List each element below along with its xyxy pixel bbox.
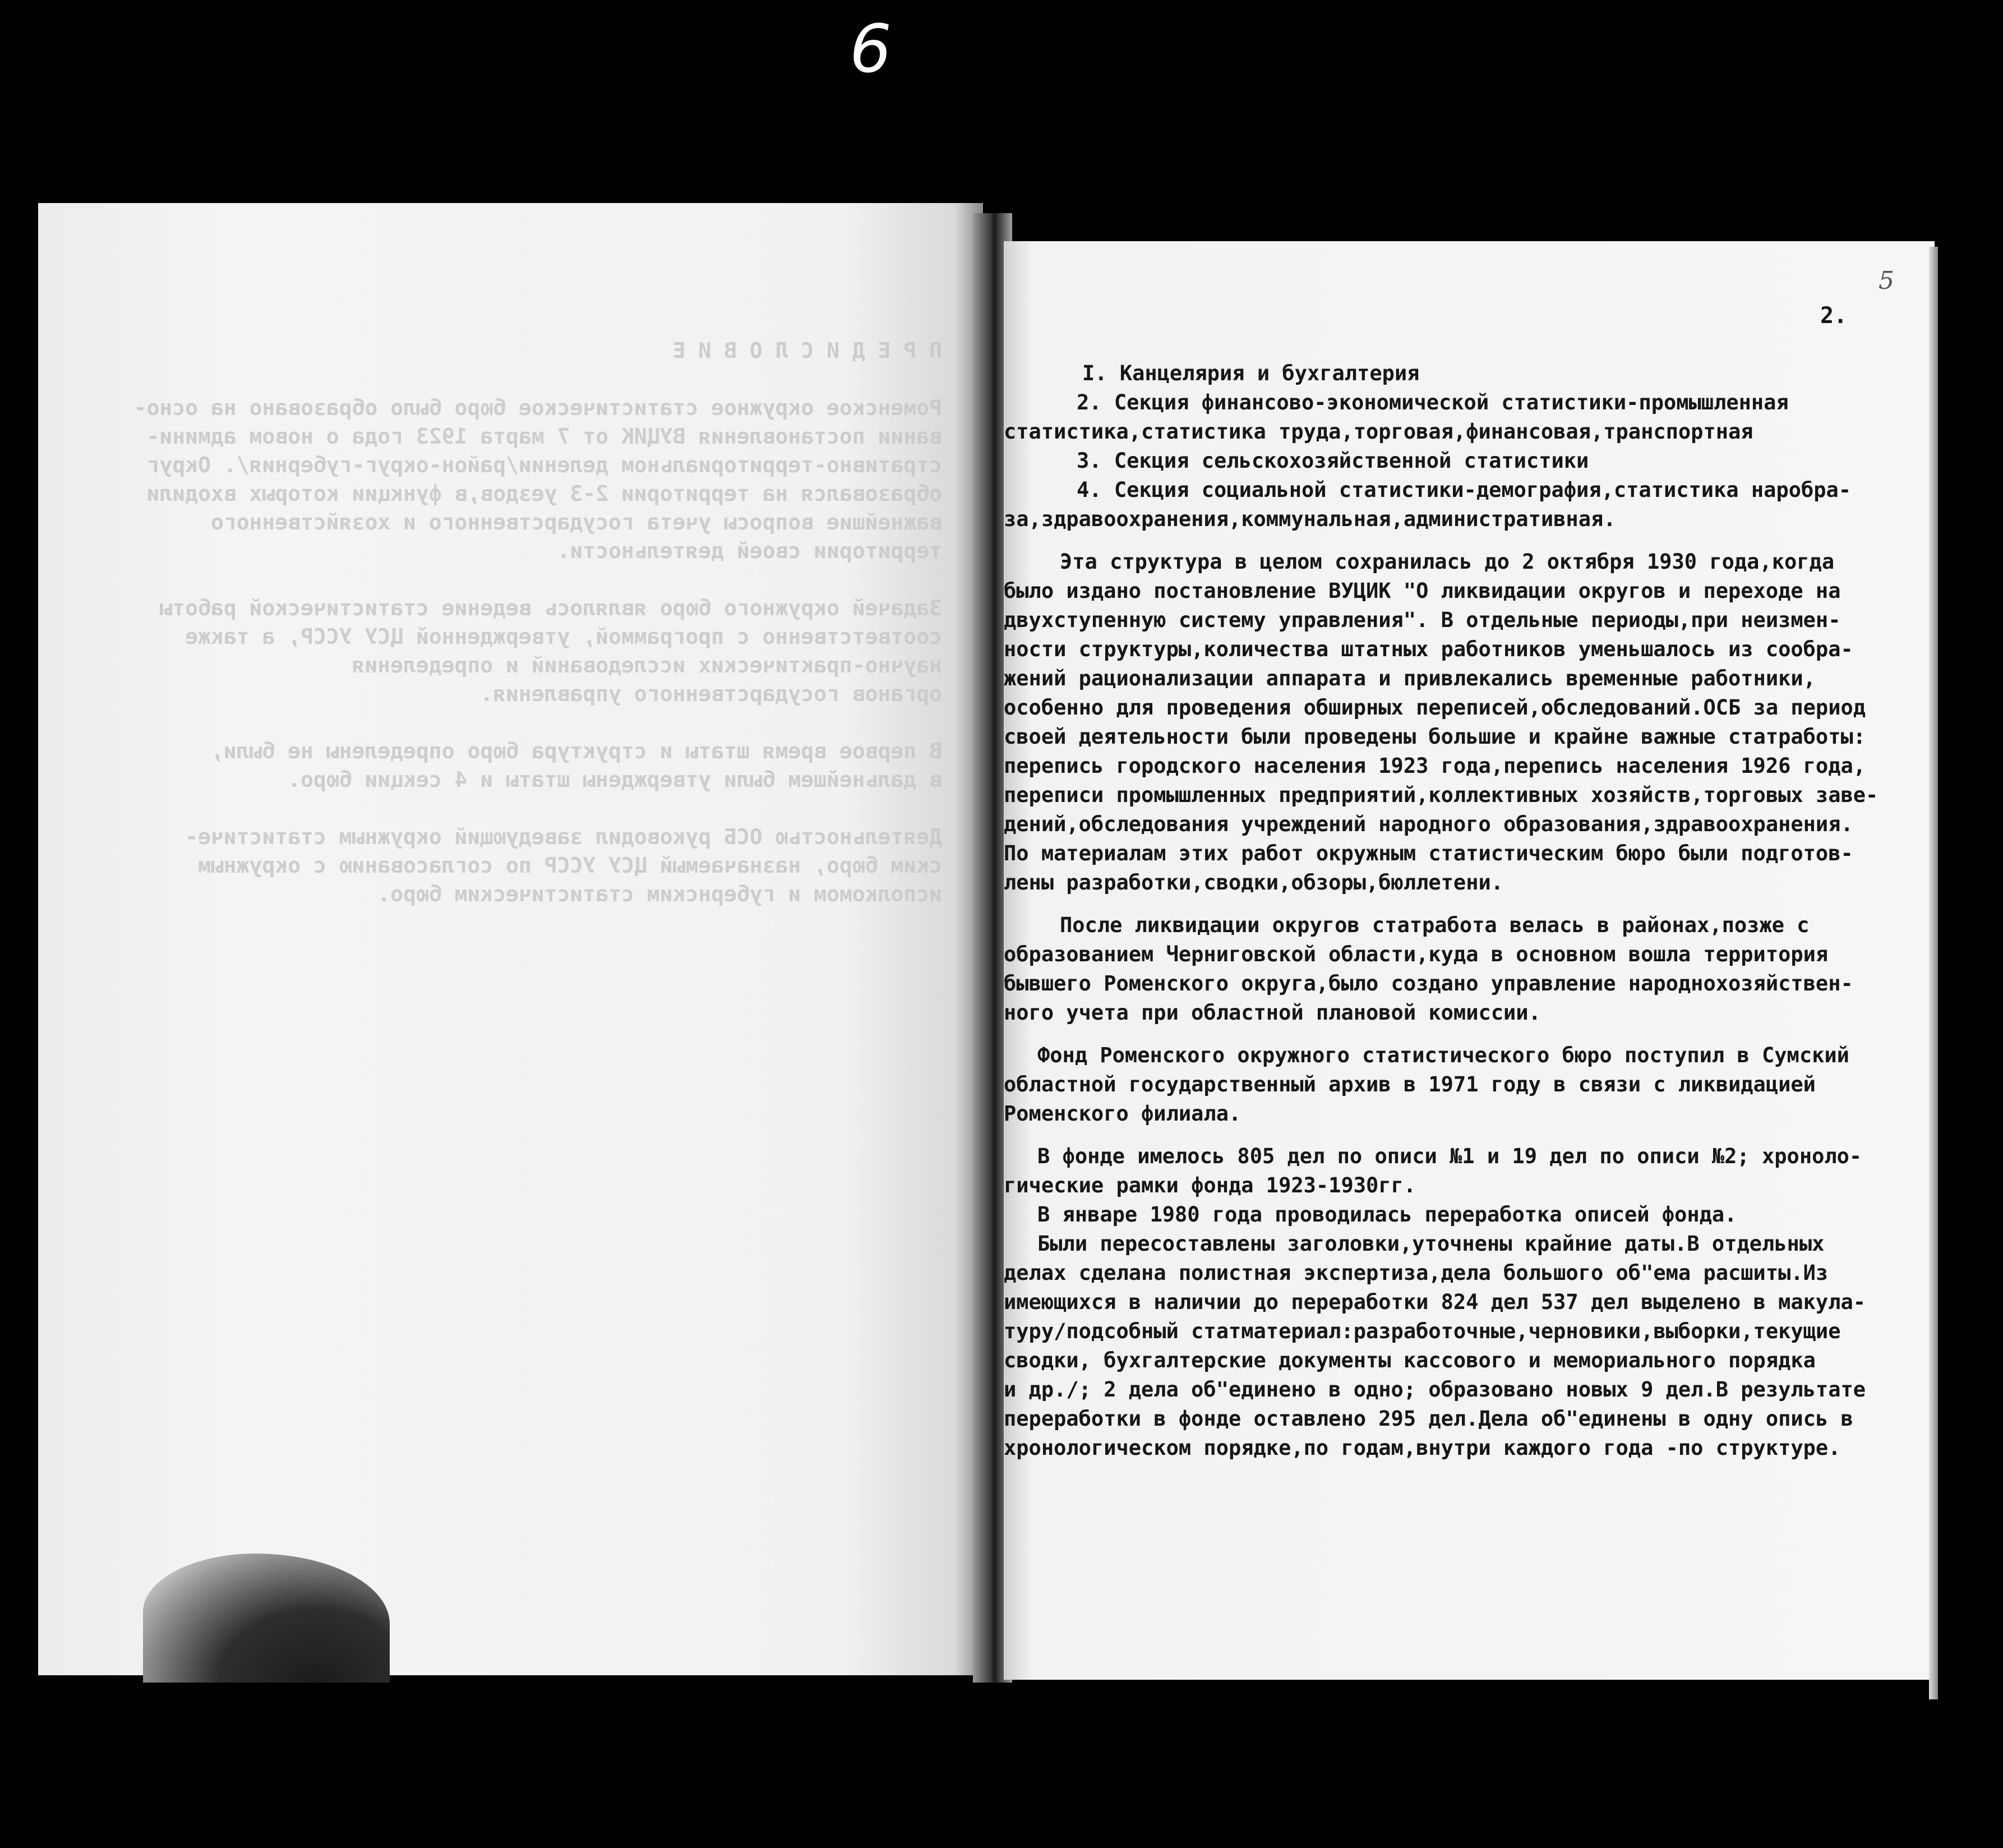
text-line: двухступенную систему управления". В отдельные периоды,при неизмен- [1004,608,1841,632]
text-line: лены разработки,сводки,обзоры,бюллетени. [1004,870,1504,895]
text-line: По материалам этих работ окружным статистическим бюро были подготов- [1004,841,1853,865]
bleed-line: органов государственного управления. [480,681,942,706]
text-line: областной государственный архив в 1971 году в связи с ликвидацией [1004,1072,1816,1096]
list-item: 4. Секция социальной статистики-демография,статистика наробра- [1077,478,1852,502]
text-line: бывшего Роменского округа,было создано управление народнохозяйствен- [1004,971,1853,996]
bleed-line [67,794,942,823]
text-line: дений,обследования учреждений народного образования,здравоохранения. [1004,812,1853,836]
bleed-line: П Р Е Д И С Л О В И Е [672,338,942,363]
bleed-line: ским бюро, назначаемый ЦСУ УССР по согласованию с окружным [198,853,942,878]
bleed-line: вании постановления ВУЦИК от 7 марта 1923 года о новом админи- [146,424,942,449]
text-line: было издано постановление ВУЦИК "О ликвидации округов и переходе на [1004,579,1841,603]
bleed-line [67,565,942,594]
bleed-line: важнейшие вопросы учета государственного и хозяйственного [210,510,942,534]
bleed-line: Роменское окружное статистическое бюро было образовано на осно- [133,395,942,420]
list-item: 2. Секция финансово-экономической статистики-промышленная [1077,390,1789,414]
bleed-through-text [67,337,942,1542]
bleed-line: образовался на территории 2-3 уездов,в функции которых входили [146,481,942,506]
bleed-line: исполкомом и губернским статистическим бюро. [377,882,942,906]
text-line: хронологическом порядке,по годам,внутри каждого года -по структуре. [1004,1436,1841,1460]
bleed-line: стративно-территориальном делении/район-округ-губерния/. Округ [146,453,942,477]
folio-mark: 5 [1879,266,1894,295]
list-item: I. Канцелярия и бухгалтерия [1082,361,1420,385]
text-line: ного учета при областной плановой комиссии. [1004,1001,1541,1025]
text-line: образованием Черниговской области,куда в основном вошла территория [1004,942,1829,966]
text-line: сводки, бухгалтерские документы кассового и мемориального порядка [1004,1348,1816,1372]
page-number: 2. [1820,303,1848,329]
page-edge [1929,247,1938,1699]
text-line: делах сделана полистная экспертиза,дела большого об"ема расшиты.Из [1004,1261,1829,1285]
paragraph-start: В январе 1980 года проводилась переработка описей фонда. [1037,1202,1737,1227]
list-item: 3. Секция сельскохозяйственной статистики [1077,449,1589,473]
bleed-line: Задачей окружного бюро являлось ведение статистической работы [159,596,942,620]
text-line: переписи промышленных предприятий,коллективных хозяйств,торговых заве- [1004,783,1879,807]
text-line: особенно для проведения обширных переписей,обследований.ОСБ за период [1004,695,1866,720]
text-line: статистика,статистика труда,торговая,финансовая,транспортная [1004,420,1753,444]
text-line: Роменского филиала. [1004,1102,1242,1126]
paragraph-start: После ликвидации округов статработа велась в районах,позже с [1060,913,1810,937]
frame-number: 6 [850,10,892,87]
text-line: и др./; 2 дела об"единено в одно; образовано новых 9 дел.В результате [1004,1377,1866,1402]
bleed-line: научно-практических исследований и определения [352,653,942,678]
text-line: имеющихся в наличии до переработки 824 дел 537 дел выделено в макула- [1004,1290,1866,1314]
text-line: за,здравоохранения,коммунальная,административная. [1004,507,1616,531]
text-line: своей деятельности были проведены большие и крайне важные статработы: [1004,725,1866,749]
bleed-line: соответственно с программой, утвержденной ЦСУ УССР, а также [185,624,942,649]
text-line: жений рационализации аппарата и привлекались временные работники, [1004,666,1816,690]
bleed-line [67,708,942,737]
text-line: туру/подсобный статматериал:разработочные,черновики,выборки,текущие [1004,1319,1841,1343]
bleed-line: в дальнейшем были утверждены штаты и 4 секции бюро. [288,767,942,792]
bleed-line: территории своей деятельности. [557,538,942,563]
paragraph-start: В фонде имелось 805 дел по описи №1 и 19 дел по описи №2; хроноло- [1037,1144,1862,1168]
text-line: гические рамки фонда 1923-1930гг. [1004,1173,1416,1197]
bleed-line: В первое время штаты и структура бюро определены не были, [210,739,942,763]
paragraph-start: Фонд Роменского окружного статистического бюро поступил в Сумский [1037,1043,1849,1067]
bleed-line [67,365,942,394]
paragraph-start: Эта структура в целом сохранилась до 2 октября 1930 года,когда [1060,550,1835,574]
bleed-line: Деятельностью ОСБ руководил заведующий окружным статистиче- [185,824,942,849]
text-line: переработки в фонде оставлено 295 дел.Дела об"единены в одну опись в [1004,1407,1853,1431]
text-line: перепись городского населения 1923 года,перепись населения 1926 года, [1004,754,1866,778]
paragraph-start: Были пересоставлены заголовки,уточнены крайние даты.В отдельных [1037,1232,1825,1256]
text-line: ности структуры,количества штатных работников уменьшалось из сообра- [1004,637,1853,661]
